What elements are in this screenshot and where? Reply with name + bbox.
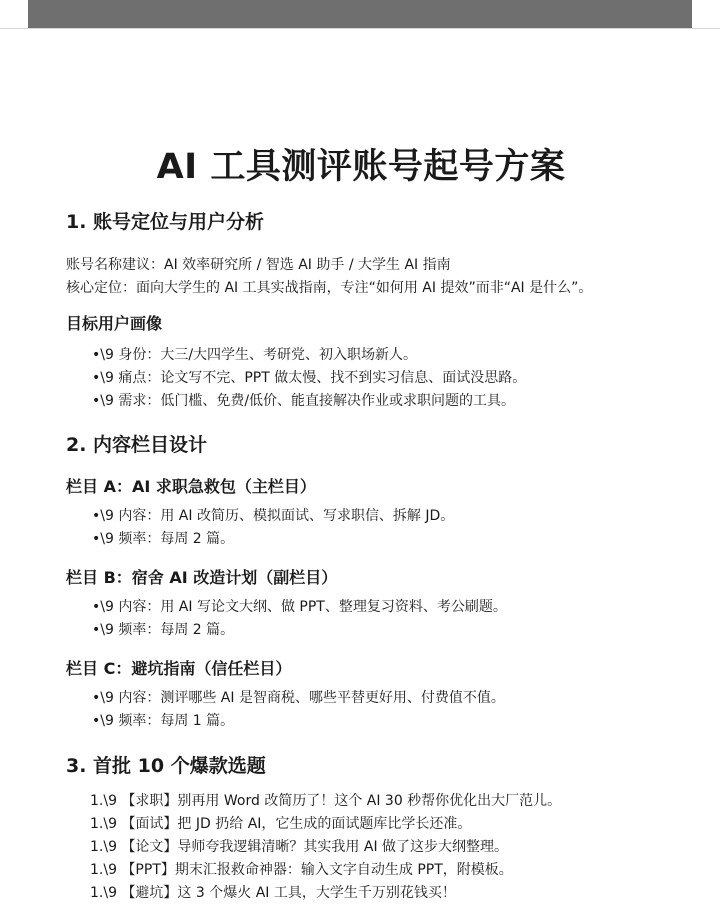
positioning-intro — [66, 254, 666, 300]
column-b-list — [66, 596, 666, 642]
topics-list — [66, 790, 666, 905]
list-item: •\9 痛点：论文写不完、PPT 做太慢、找不到实习信息、面试没思路。 — [92, 370, 527, 386]
core-positioning-line: 核心定位：面向大学生的 AI 工具实战指南，专注“如何用 AI 提效”而非“AI 是什么”。 — [66, 280, 593, 296]
top-divider — [0, 28, 720, 29]
list-item: •\9 内容：用 AI 改简历、模拟面试、写求职信、拆解 JD。 — [92, 508, 455, 524]
list-item: 1.\9 【论文】导师夸我逻辑清晰？其实我用 AI 做了这步大纲整理。 — [90, 839, 509, 855]
document-page — [66, 140, 666, 905]
list-item: •\9 频率：每周 1 篇。 — [92, 713, 235, 729]
column-c-list — [66, 687, 666, 733]
column-a-title: 栏目 A：AI 求职急救包（主栏目） — [66, 477, 316, 496]
list-item: •\9 频率：每周 2 篇。 — [92, 622, 235, 638]
column-a-list — [66, 505, 666, 551]
list-item: •\9 内容：用 AI 写论文大纲、做 PPT、整理复习资料、考公刷题。 — [92, 599, 507, 615]
list-item: 1.\9 【求职】别再用 Word 改简历了！这个 AI 30 秒帮你优化出大厂范儿。 — [90, 793, 562, 809]
list-item: •\9 频率：每周 2 篇。 — [92, 531, 235, 547]
section-heading-topics: 3. 首批 10 个爆款选题 — [66, 755, 266, 777]
account-name-line: 账号名称建议：AI 效率研究所 / 智选 AI 助手 / 大学生 AI 指南 — [66, 257, 451, 273]
target-users-list — [66, 344, 666, 413]
column-b-title: 栏目 B：宿舍 AI 改造计划（副栏目） — [66, 568, 338, 587]
subheading-target-users: 目标用户画像 — [66, 314, 163, 333]
list-item: 1.\9 【避坑】这 3 个爆火 AI 工具，大学生千万别花钱买！ — [90, 885, 456, 901]
list-item: •\9 身份：大三/大四学生、考研党、初入职场新人。 — [92, 347, 418, 363]
document-title: AI 工具测评账号起号方案 — [156, 147, 566, 187]
list-item: •\9 需求：低门槛、免费/低价、能直接解决作业或求职问题的工具。 — [92, 393, 516, 409]
section-heading-positioning: 1. 账号定位与用户分析 — [66, 211, 265, 233]
top-toolbar-bar — [28, 0, 692, 28]
section-heading-columns: 2. 内容栏目设计 — [66, 434, 208, 456]
column-c-title: 栏目 C：避坑指南（信任栏目） — [66, 659, 292, 678]
list-item: •\9 内容：测评哪些 AI 是智商税、哪些平替更好用、付费值不值。 — [92, 690, 505, 706]
list-item: 1.\9 【PPT】期末汇报救命神器：输入文字自动生成 PPT，附模板。 — [90, 862, 513, 878]
list-item: 1.\9 【面试】把 JD 扔给 AI，它生成的面试题库比学长还准。 — [90, 816, 472, 832]
